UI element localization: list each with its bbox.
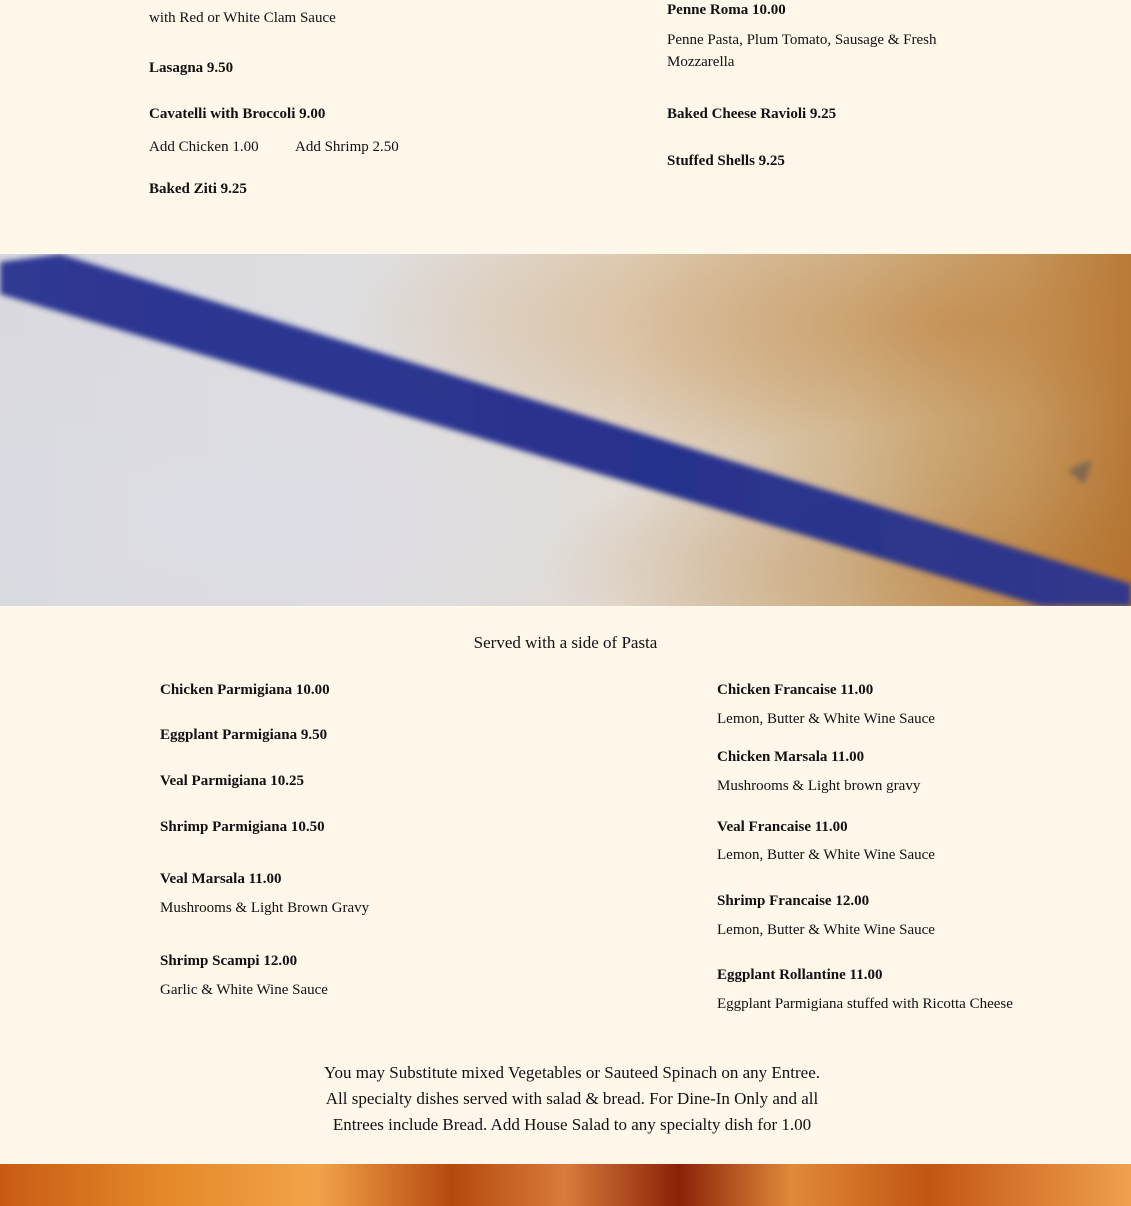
menu-item-lasagna: Lasagna 9.50	[149, 60, 234, 76]
bottom-image-band	[0, 1164, 1131, 1206]
entrees-subtitle: Served with a side of Pasta	[473, 633, 658, 652]
penne-roma-description-line2: Mozzarella	[667, 54, 735, 70]
menu-item-veal-francaise: Veal Francaise 11.00	[717, 819, 848, 835]
chicken-marsala-description: Mushrooms & Light brown gravy	[717, 778, 921, 794]
menu-item-stuffed-shells: Stuffed Shells 9.25	[667, 153, 785, 169]
eggplant-rollantine-description: Eggplant Parmigiana stuffed with Ricotta Cheese	[717, 996, 1013, 1012]
veal-francaise-description: Lemon, Butter & White Wine Sauce	[717, 847, 935, 863]
add-shrimp-option: Add Shrimp 2.50	[295, 139, 399, 155]
menu-item-shrimp-scampi: Shrimp Scampi 12.00	[160, 953, 298, 969]
specialty-notes	[265, 1060, 879, 1138]
menu-item-veal-parmigiana: Veal Parmigiana 10.25	[160, 773, 305, 789]
notes-line-1: You may Substitute mixed Vegetables or Sauteed Spinach on any Entree.	[323, 1063, 821, 1082]
menu-item-veal-marsala: Veal Marsala 11.00	[160, 871, 282, 887]
clam-sauce-note: with Red or White Clam Sauce	[149, 10, 336, 26]
menu-item-shrimp-francaise: Shrimp Francaise 12.00	[717, 893, 870, 909]
menu-item-baked-ziti: Baked Ziti 9.25	[149, 181, 247, 197]
menu-item-eggplant-parmigiana: Eggplant Parmigiana 9.50	[160, 727, 328, 743]
veal-marsala-description: Mushrooms & Light Brown Gravy	[160, 900, 370, 916]
menu-item-shrimp-parmigiana: Shrimp Parmigiana 10.50	[160, 819, 325, 835]
chicken-francaise-description: Lemon, Butter & White Wine Sauce	[717, 711, 935, 727]
menu-item-penne-roma: Penne Roma 10.00	[667, 2, 786, 18]
menu-item-chicken-parmigiana: Chicken Parmigiana 10.00	[160, 682, 330, 698]
menu-item-chicken-francaise: Chicken Francaise 11.00	[717, 682, 874, 698]
shrimp-scampi-description: Garlic & White Wine Sauce	[160, 982, 328, 998]
notes-line-2: All specialty dishes served with salad & bread. For Dine-In Only and all	[325, 1089, 819, 1108]
penne-roma-description-line1: Penne Pasta, Plum Tomato, Sausage & Fresh	[667, 32, 937, 48]
menu-item-baked-cheese-ravioli: Baked Cheese Ravioli 9.25	[667, 106, 837, 122]
menu-item-cavatelli: Cavatelli with Broccoli 9.00	[149, 106, 326, 122]
add-chicken-option: Add Chicken 1.00	[149, 139, 259, 155]
menu-item-chicken-marsala: Chicken Marsala 11.00	[717, 749, 865, 765]
hero-diagonal-stripe	[0, 254, 1131, 606]
notes-line-3: Entrees include Bread. Add House Salad to any specialty dish for 1.00	[332, 1115, 812, 1134]
menu-item-eggplant-rollantine: Eggplant Rollantine 11.00	[717, 967, 883, 983]
hero-image-band	[0, 254, 1131, 606]
shrimp-francaise-description: Lemon, Butter & White Wine Sauce	[717, 922, 935, 938]
